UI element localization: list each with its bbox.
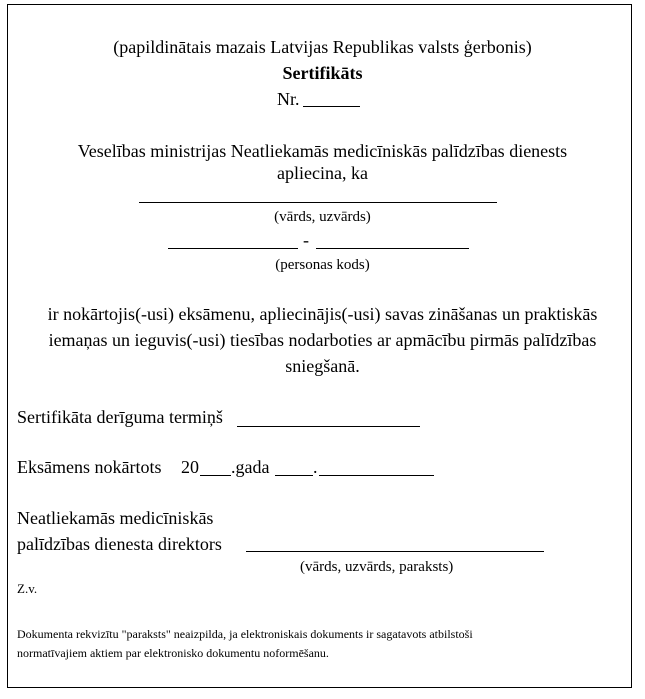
issuer-line-2: apliecina, ka	[277, 163, 368, 183]
footnote-line-1: Dokumenta rekvizītu "paraksts" neaizpilda, ja elektroniskais dokuments ir sagatavots atbilstoši	[17, 627, 473, 641]
code-blank-left	[168, 248, 298, 249]
footnote-line-2: normatīvajiem aktiem par elektronisko dokumentu noformēšanu.	[17, 646, 329, 660]
code-separator: -	[303, 230, 309, 250]
exam-month-blank	[275, 475, 313, 476]
exam-year-prefix: 20	[181, 457, 199, 477]
name-caption: (vārds, uzvārds)	[274, 209, 371, 225]
exam-day-blank	[319, 475, 434, 476]
signature-blank	[246, 551, 544, 552]
statement-line-2: iemaņas un ieguvis(-usi) tiesības nodarboties ar apmācību pirmās palīdzības	[48, 330, 597, 350]
seal-label: Z.v.	[17, 581, 38, 596]
exam-dot: .	[313, 457, 318, 477]
code-caption: (personas kods)	[275, 257, 370, 273]
director-line-2: palīdzības dienesta direktors	[17, 534, 222, 554]
code-blank-right	[316, 248, 469, 249]
exam-year-blank	[200, 475, 231, 476]
exam-label: Eksāmens nokārtots	[17, 457, 162, 477]
issuer-line-1: Veselības ministrijas Neatliekamās medicīniskās palīdzības dienests	[77, 141, 568, 161]
validity-label: Sertifikāta derīguma termiņš	[17, 407, 223, 427]
number-label: Nr.	[277, 89, 300, 109]
statement-line-1: ir nokārtojis(-usi) eksāmenu, apliecinājis(-usi) savas zināšanas un praktiskās	[47, 304, 598, 324]
name-blank	[139, 202, 497, 203]
statement-line-3: sniegšanā.	[285, 356, 360, 376]
validity-blank	[237, 426, 420, 427]
number-blank	[303, 106, 360, 107]
signature-caption: (vārds, uzvārds, paraksts)	[300, 559, 454, 575]
director-line-1: Neatliekamās medicīniskās	[17, 508, 214, 528]
exam-year-suffix: .gada	[231, 457, 270, 477]
certificate-title: Sertifikāts	[282, 63, 363, 83]
coat-of-arms-note: (papildinātais mazais Latvijas Republikas valsts ģerbonis)	[113, 37, 532, 57]
